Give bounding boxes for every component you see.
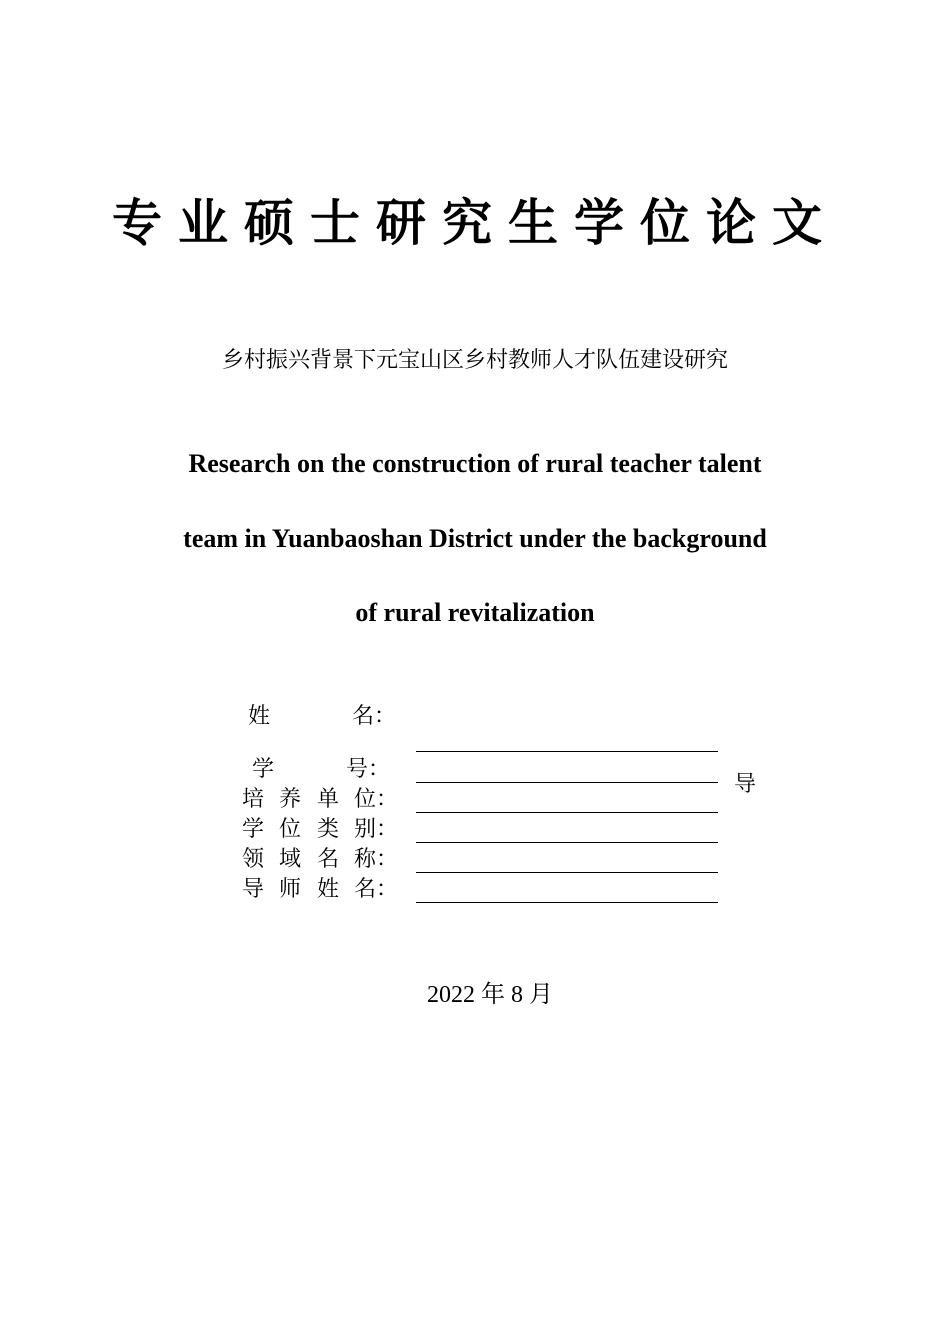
label-char: 称： (354, 847, 399, 872)
label-char: 师 (279, 877, 302, 902)
label-char: 学 (252, 757, 275, 782)
label-char: 名 (317, 847, 340, 872)
english-title-line: team in Yuanbaoshan District under the background (183, 524, 767, 553)
label-char: 域 (279, 847, 302, 872)
label-char: 别： (354, 817, 399, 842)
label-char: 姓 (317, 877, 340, 902)
advisor-name-underline (416, 902, 718, 903)
label-char: 学 (242, 817, 265, 842)
student-id-underline (416, 782, 718, 783)
label-char: 位： (354, 787, 399, 812)
degree-type-underline (416, 842, 718, 843)
label-char: 导 (242, 877, 265, 902)
label-char: 名： (352, 704, 397, 729)
label-char: 名： (354, 877, 399, 902)
submission-date: 2022 年 8 月 (427, 982, 553, 1008)
label-char: 养 (279, 787, 302, 812)
label-char: 位 (279, 817, 302, 842)
name-underline (416, 751, 718, 752)
training-unit-underline (416, 812, 718, 813)
label-char: 类 (317, 817, 340, 842)
chinese-thesis-title: 乡村振兴背景下元宝山区乡村教师人才队伍建设研究 (221, 348, 728, 373)
label-char: 姓 (248, 704, 271, 729)
stray-character: 导 (734, 772, 757, 797)
label-char: 单 (317, 787, 340, 812)
english-title-line: Research on the construction of rural teacher talent (188, 449, 762, 478)
label-char: 号： (346, 757, 391, 782)
english-title-line: of rural revitalization (355, 598, 595, 627)
label-char: 培 (242, 787, 265, 812)
page-title: 专业硕士研究生学位论文 (112, 193, 838, 252)
label-char: 领 (242, 847, 265, 872)
field-name-underline (416, 872, 718, 873)
